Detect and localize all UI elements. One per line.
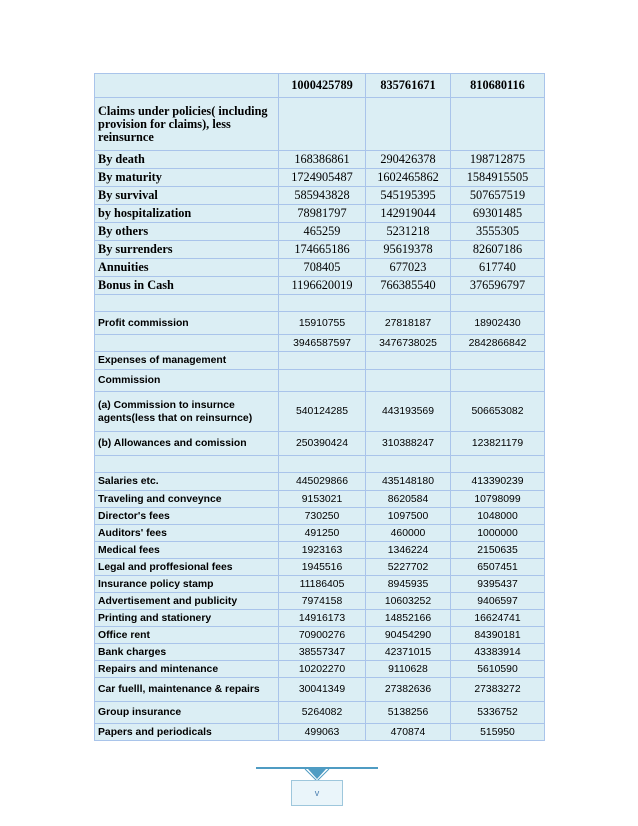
table-row — [95, 473, 545, 491]
value-col-3: 617740 — [451, 259, 545, 277]
table-row — [95, 456, 545, 473]
row-label: Insurance policy stamp — [95, 576, 279, 593]
value-col-3: 18902430 — [451, 312, 545, 335]
row-label: By surrenders — [95, 241, 279, 259]
row-label: Traveling and conveynce — [95, 491, 279, 508]
value-col-3: 9406597 — [451, 593, 545, 610]
value-col-2: 3476738025 — [366, 335, 451, 352]
table-row — [95, 432, 545, 456]
value-col-3: 84390181 — [451, 627, 545, 644]
value-col-3: 9395437 — [451, 576, 545, 593]
table-row — [95, 661, 545, 678]
value-col-1: 70900276 — [279, 627, 366, 644]
value-col-2: 1602465862 — [366, 169, 451, 187]
value-col-1: 499063 — [279, 724, 366, 741]
value-col-2: 10603252 — [366, 593, 451, 610]
value-col-3: 82607186 — [451, 241, 545, 259]
row-label: Group insurance — [95, 702, 279, 724]
row-label: Profit commission — [95, 312, 279, 335]
value-col-2: 90454290 — [366, 627, 451, 644]
value-col-3: 376596797 — [451, 277, 545, 295]
value-col-2: 8945935 — [366, 576, 451, 593]
value-col-2: 42371015 — [366, 644, 451, 661]
table-row — [95, 295, 545, 312]
financial-table — [94, 73, 545, 741]
value-col-1: 585943828 — [279, 187, 366, 205]
table-row — [95, 702, 545, 724]
value-col-1: 1945516 — [279, 559, 366, 576]
value-col-1: 1724905487 — [279, 169, 366, 187]
row-label: Bonus in Cash — [95, 277, 279, 295]
value-col-3 — [451, 352, 545, 370]
value-col-1: 30041349 — [279, 678, 366, 702]
value-col-2: 14852166 — [366, 610, 451, 627]
value-col-3: 1584915505 — [451, 169, 545, 187]
value-col-3: 5336752 — [451, 702, 545, 724]
value-col-1 — [279, 456, 366, 473]
value-col-1: 1923163 — [279, 542, 366, 559]
row-label — [95, 335, 279, 352]
value-col-3: 1048000 — [451, 508, 545, 525]
value-col-3: 810680116 — [451, 74, 545, 98]
value-col-1: 9153021 — [279, 491, 366, 508]
value-col-1: 1000425789 — [279, 74, 366, 98]
row-label: Commission — [95, 370, 279, 392]
value-col-1: 174665186 — [279, 241, 366, 259]
row-label: Advertisement and publicity — [95, 593, 279, 610]
table-row — [95, 392, 545, 432]
table-row — [95, 491, 545, 508]
table-row — [95, 525, 545, 542]
value-col-2: 5138256 — [366, 702, 451, 724]
row-label — [95, 295, 279, 312]
value-col-1 — [279, 370, 366, 392]
value-col-3: 1000000 — [451, 525, 545, 542]
value-col-3: 69301485 — [451, 205, 545, 223]
table-row — [95, 370, 545, 392]
value-col-1: 465259 — [279, 223, 366, 241]
value-col-2: 95619378 — [366, 241, 451, 259]
value-col-3 — [451, 98, 545, 151]
value-col-1: 540124285 — [279, 392, 366, 432]
value-col-2: 435148180 — [366, 473, 451, 491]
value-col-2: 9110628 — [366, 661, 451, 678]
value-col-2: 142919044 — [366, 205, 451, 223]
value-col-1: 15910755 — [279, 312, 366, 335]
value-col-3: 507657519 — [451, 187, 545, 205]
value-col-1: 5264082 — [279, 702, 366, 724]
value-col-3: 43383914 — [451, 644, 545, 661]
value-col-2 — [366, 370, 451, 392]
value-col-1 — [279, 295, 366, 312]
value-col-3: 506653082 — [451, 392, 545, 432]
value-col-1: 11186405 — [279, 576, 366, 593]
row-label: Medical fees — [95, 542, 279, 559]
value-col-1: 708405 — [279, 259, 366, 277]
value-col-1: 168386861 — [279, 151, 366, 169]
table-row — [95, 312, 545, 335]
table-row — [95, 593, 545, 610]
value-col-1 — [279, 98, 366, 151]
value-col-1: 7974158 — [279, 593, 366, 610]
row-label: (b) Allowances and comission — [95, 432, 279, 456]
table-row — [95, 559, 545, 576]
table-row — [95, 223, 545, 241]
value-col-3: 2150635 — [451, 542, 545, 559]
table-row — [95, 627, 545, 644]
row-label: Director's fees — [95, 508, 279, 525]
table-row — [95, 277, 545, 295]
value-col-2: 835761671 — [366, 74, 451, 98]
value-col-3: 3555305 — [451, 223, 545, 241]
value-col-2: 677023 — [366, 259, 451, 277]
value-col-2 — [366, 98, 451, 151]
table-row — [95, 151, 545, 169]
row-label: Legal and proffesional fees — [95, 559, 279, 576]
row-label: by hospitalization — [95, 205, 279, 223]
row-label: (a) Commission to insurnce agents(less that on reinsurnce) — [95, 392, 279, 432]
table-row — [95, 644, 545, 661]
row-label: Printing and stationery — [95, 610, 279, 627]
row-label: Office rent — [95, 627, 279, 644]
page-tab-decoration — [256, 767, 378, 781]
value-col-1: 14916173 — [279, 610, 366, 627]
row-label: By others — [95, 223, 279, 241]
value-col-2: 290426378 — [366, 151, 451, 169]
row-label — [95, 74, 279, 98]
table-row — [95, 74, 545, 98]
value-col-2: 1097500 — [366, 508, 451, 525]
value-col-2: 460000 — [366, 525, 451, 542]
value-col-2: 8620584 — [366, 491, 451, 508]
table-row — [95, 187, 545, 205]
row-label: By maturity — [95, 169, 279, 187]
table-row — [95, 678, 545, 702]
value-col-2: 27382636 — [366, 678, 451, 702]
value-col-3: 5610590 — [451, 661, 545, 678]
financial-table-body — [95, 74, 545, 741]
value-col-2: 545195395 — [366, 187, 451, 205]
table-row — [95, 508, 545, 525]
row-label: Repairs and mintenance — [95, 661, 279, 678]
page-tab-ribbon — [256, 767, 378, 779]
value-col-2 — [366, 456, 451, 473]
table-row — [95, 259, 545, 277]
value-col-3: 123821179 — [451, 432, 545, 456]
value-col-1 — [279, 352, 366, 370]
value-col-1: 730250 — [279, 508, 366, 525]
value-col-3 — [451, 456, 545, 473]
row-label: Auditors' fees — [95, 525, 279, 542]
table-row — [95, 98, 545, 151]
value-col-1: 491250 — [279, 525, 366, 542]
table-row — [95, 576, 545, 593]
row-label: Expenses of management — [95, 352, 279, 370]
value-col-3: 27383272 — [451, 678, 545, 702]
table-row — [95, 241, 545, 259]
row-label — [95, 456, 279, 473]
value-col-2: 27818187 — [366, 312, 451, 335]
value-col-3: 413390239 — [451, 473, 545, 491]
value-col-3: 6507451 — [451, 559, 545, 576]
value-col-1: 250390424 — [279, 432, 366, 456]
value-col-2: 310388247 — [366, 432, 451, 456]
value-col-1: 445029866 — [279, 473, 366, 491]
row-label: Annuities — [95, 259, 279, 277]
value-col-1: 3946587597 — [279, 335, 366, 352]
value-col-3: 10798099 — [451, 491, 545, 508]
value-col-1: 10202270 — [279, 661, 366, 678]
row-label: Claims under policies( including provision for claims), less reinsurnce — [95, 98, 279, 151]
table-row — [95, 352, 545, 370]
page-number: v — [314, 788, 320, 798]
value-col-2: 470874 — [366, 724, 451, 741]
value-col-3 — [451, 295, 545, 312]
value-col-2: 1346224 — [366, 542, 451, 559]
table-row — [95, 205, 545, 223]
row-label: By death — [95, 151, 279, 169]
row-label: By survival — [95, 187, 279, 205]
value-col-1: 38557347 — [279, 644, 366, 661]
table-row — [95, 610, 545, 627]
table-row — [95, 724, 545, 741]
value-col-3: 2842866842 — [451, 335, 545, 352]
value-col-3 — [451, 370, 545, 392]
table-row — [95, 542, 545, 559]
value-col-1: 78981797 — [279, 205, 366, 223]
value-col-3: 515950 — [451, 724, 545, 741]
value-col-2: 443193569 — [366, 392, 451, 432]
value-col-1: 1196620019 — [279, 277, 366, 295]
row-label: Bank charges — [95, 644, 279, 661]
row-label: Car fuelll, maintenance & repairs — [95, 678, 279, 702]
table-row — [95, 169, 545, 187]
value-col-3: 16624741 — [451, 610, 545, 627]
row-label: Salaries etc. — [95, 473, 279, 491]
table-row — [95, 335, 545, 352]
value-col-2 — [366, 295, 451, 312]
row-label: Papers and periodicals — [95, 724, 279, 741]
value-col-2: 5231218 — [366, 223, 451, 241]
value-col-2: 766385540 — [366, 277, 451, 295]
value-col-2 — [366, 352, 451, 370]
value-col-3: 198712875 — [451, 151, 545, 169]
value-col-2: 5227702 — [366, 559, 451, 576]
